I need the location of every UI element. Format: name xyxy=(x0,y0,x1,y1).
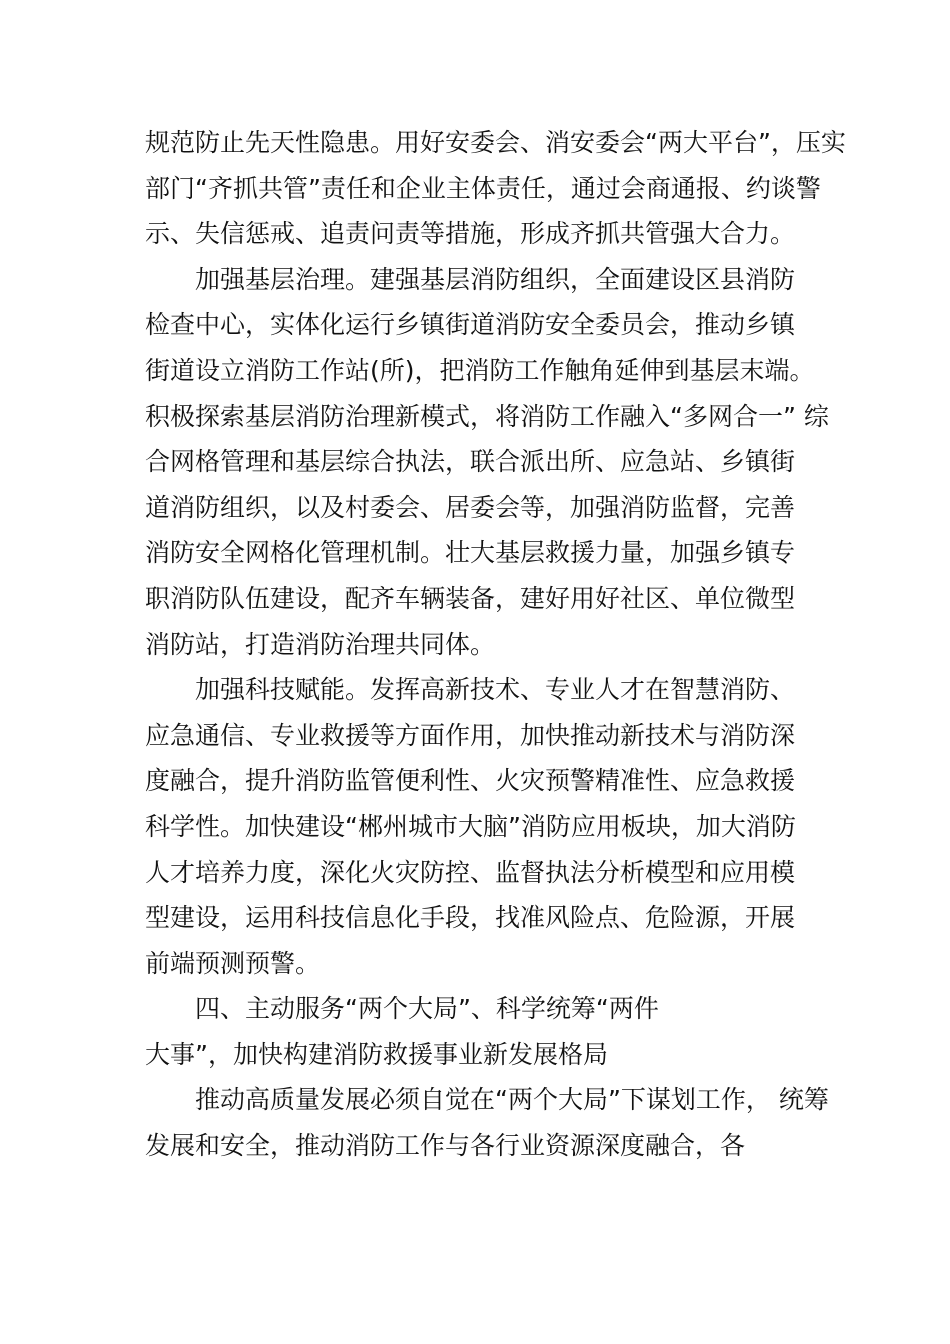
text-line: 人才培养力度，深化火灾防控、监督执法分析模型和应用模 xyxy=(145,857,796,887)
text-line: 应急通信、专业救援等方面作用，加快推动新技术与消防深 xyxy=(145,720,796,750)
text-line: 街道设立消防工作站(所)，把消防工作触角延伸到基层末端。 xyxy=(145,355,815,385)
text-line: 示、失信惩戒、追责问责等措施，形成齐抓共管强大合力。 xyxy=(145,219,796,249)
text-line: 道消防组织，以及村委会、居委会等，加强消防监督，完善 xyxy=(145,492,796,522)
text-line: 部门“齐抓共管”责任和企业主体责任，通过会商通报、约谈警 xyxy=(145,173,821,203)
text-line: 前端预测预警。 xyxy=(145,948,321,978)
text-line: 加强科技赋能。发挥高新技术、专业人才在智慧消防、 xyxy=(195,675,796,705)
text-line: 规范防止先天性隐患。用好安委会、消安委会“两大平台”，压实 xyxy=(145,128,846,157)
text-line: 消防安全网格化管理机制。壮大基层救援力量，加强乡镇专 xyxy=(145,538,796,568)
document-body xyxy=(145,120,846,1169)
text-line: 职消防队伍建设，配齐车辆装备，建好用好社区、单位微型 xyxy=(145,583,796,613)
text-line: 大事”，加快构建消防救援事业新发展格局 xyxy=(145,1039,608,1069)
text-line: 消防站，打造消防治理共同体。 xyxy=(145,629,496,659)
text-line: 加强基层治理。建强基层消防组织，全面建设区县消防 xyxy=(195,264,796,294)
text-line: 科学性。加快建设“郴州城市大脑”消防应用板块，加大消防 xyxy=(145,811,796,841)
text-line: 型建设，运用科技信息化手段，找准风险点、危险源，开展 xyxy=(145,903,796,933)
text-line: 积极探索基层消防治理新模式，将消防工作融入“多网合一” 综 xyxy=(145,401,829,431)
text-line: 发展和安全，推动消防工作与各行业资源深度融合，各 xyxy=(145,1131,746,1161)
text-line: 四、主动服务“两个大局”、科学统筹“两件 xyxy=(195,994,659,1024)
text-line: 度融合，提升消防监管便利性、火灾预警精准性、应急救援 xyxy=(145,766,796,796)
text-line: 合网格管理和基层综合执法，联合派出所、应急站、乡镇街 xyxy=(145,447,796,477)
text-line: 检查中心，实体化运行乡镇街道消防安全委员会，推动乡镇 xyxy=(145,310,796,340)
text-line: 推动高质量发展必须自觉在“两个大局”下谋划工作， 统筹 xyxy=(195,1085,829,1115)
